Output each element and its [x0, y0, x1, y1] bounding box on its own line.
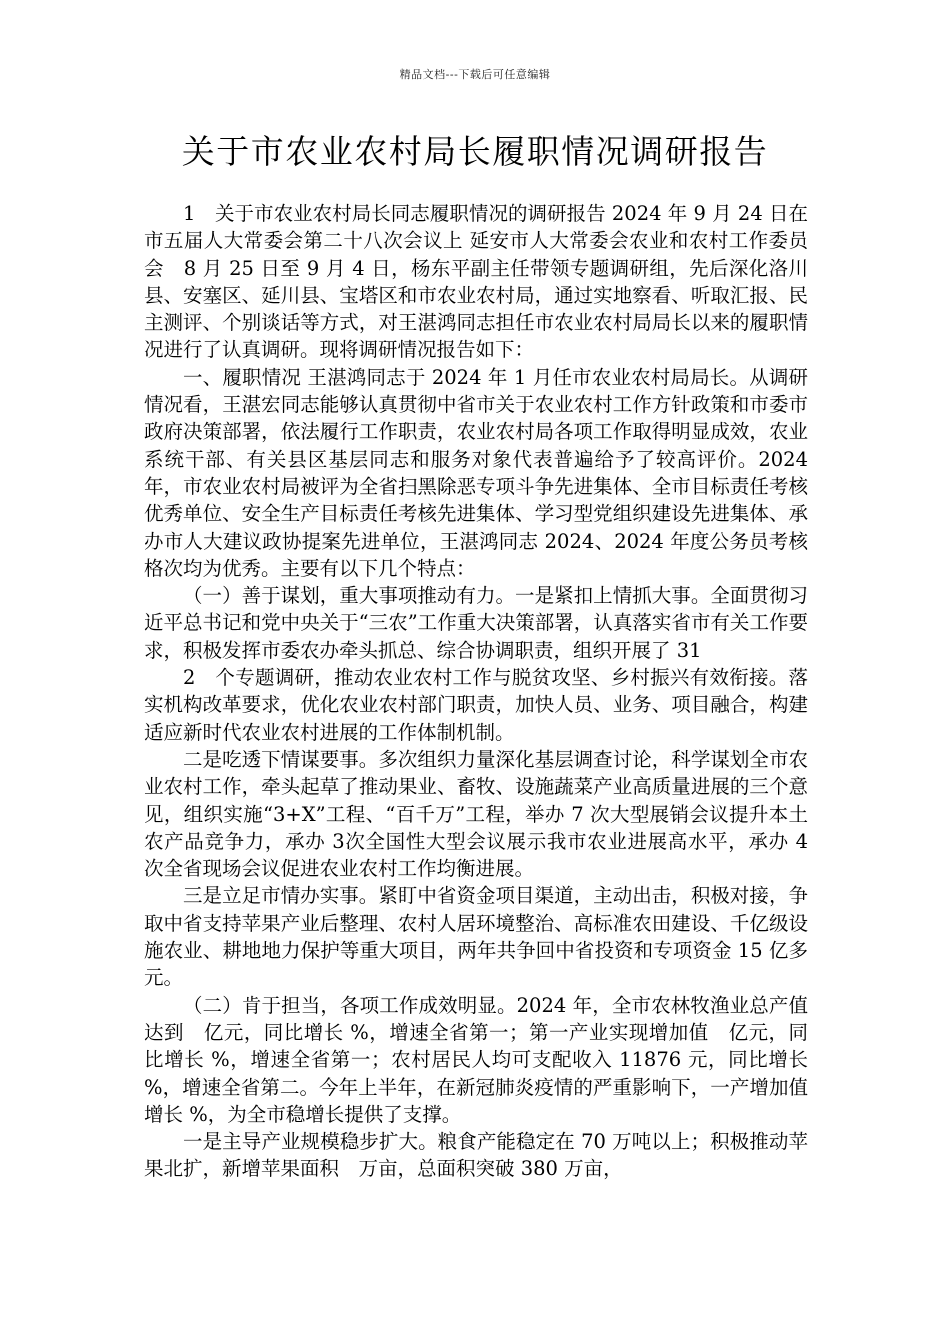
paragraph-planning: （一）善于谋划，重大事项推动有力。一是紧扣上情抓大事。全面贯彻习近平总书记和党中央关于“三农”工作重大决策部署，认真落实省市有关工作要求，积极发挥市委农办牵头抓总、综合协调职责，组织开展了 31: [144, 584, 808, 662]
paragraph-practical-matters: 三是立足市情办实事。紧盯中省资金项目渠道，主动出击，积极对接，争取中省支持苹果产业后整理、农村人居环境整治、高标准农田建设、千亿级设施农业、耕地地力保护等重大项目，两年共争回中省投资和专项资金 15 亿多元。: [144, 884, 808, 990]
paragraph-special-research: 2 个专题调研，推动农业农村工作与脱贫攻坚、乡村振兴有效衔接。落实机构改革要求，优化农业农村部门职责，加快人员、业务、项目融合，构建适应新时代农业农村进展的工作体制机制。: [144, 666, 808, 744]
paragraph-intro: 1 关于市农业农村局长同志履职情况的调研报告 2024 年 9 月 24 日在市五届人大常委会第二十八次会议上 延安市人大常委会农业和农村工作委员会 8 月 25 日至 9 月 4 日，杨东平副主任带领专题调研组，先后深化洛川县、安塞区、延川县、宝塔区和市农业农村局，通过实地察看、听取汇报、民主测评、个别谈话等方式，对王湛鸿同志担任市农业农村局局长以来的履职情况进行了认真调研。现将调研情况报告如下：: [144, 202, 808, 362]
document-body: [144, 200, 808, 1183]
paragraph-results: （二）肯于担当，各项工作成效明显。2024 年，全市农林牧渔业总产值达到 亿元，同比增长 %，增速全省第一；第一产业实现增加值 亿元，同比增长 %，增速全省第一；农村居民人均可支配收入 11876 元，同比增长 %，增速全省第二。今年上半年，在新冠肺炎疫情的严重影响下，一产增加值增长 %，为全市稳增长提供了支撑。: [144, 993, 808, 1126]
paragraph-industry-scale: 一是主导产业规模稳步扩大。粮食产能稳定在 70 万吨以上；积极推动苹果北扩，新增苹果面积 万亩，总面积突破 380 万亩，: [144, 1130, 808, 1181]
page-header-watermark: 精品文档---下载后可任意编辑: [399, 68, 551, 81]
paragraph-grassroots: 二是吃透下情谋要事。多次组织力量深化基层调查讨论，科学谋划全市农业农村工作，牵头起草了推动果业、畜牧、设施蔬菜产业高质量进展的三个意见，组织实施“3+X”工程、“百千万”工程，举办 7 次大型展销会议提升本土农产品竞争力，承办 3次全国性大型会议展示我市农业进展高水平，承办 4 次全省现场会议促进农业农村工作均衡进展。: [144, 747, 808, 881]
document-title: 关于市农业农村局长履职情况调研报告: [181, 132, 769, 171]
paragraph-performance-overview: 一、履职情况 王湛鸿同志于 2024 年 1 月任市农业农村局局长。从调研情况看，王湛宏同志能够认真贯彻中省市关于农业农村工作方针政策和市委市政府决策部署，依法履行工作职责，农业农村局各项工作取得明显成效，农业系统干部、有关县区基层同志和服务对象代表普遍给予了较高评价。2024 年，市农业农村局被评为全省扫黑除恶专项斗争先进集体、全市目标责任考核优秀单位、安全生产目标责任考核先进集体、学习型党组织建设先进集体、承办市人大建议政协提案先进单位，王湛鸿同志 2024、2024 年度公务员考核格次均为优秀。主要有以下几个特点：: [144, 365, 808, 580]
